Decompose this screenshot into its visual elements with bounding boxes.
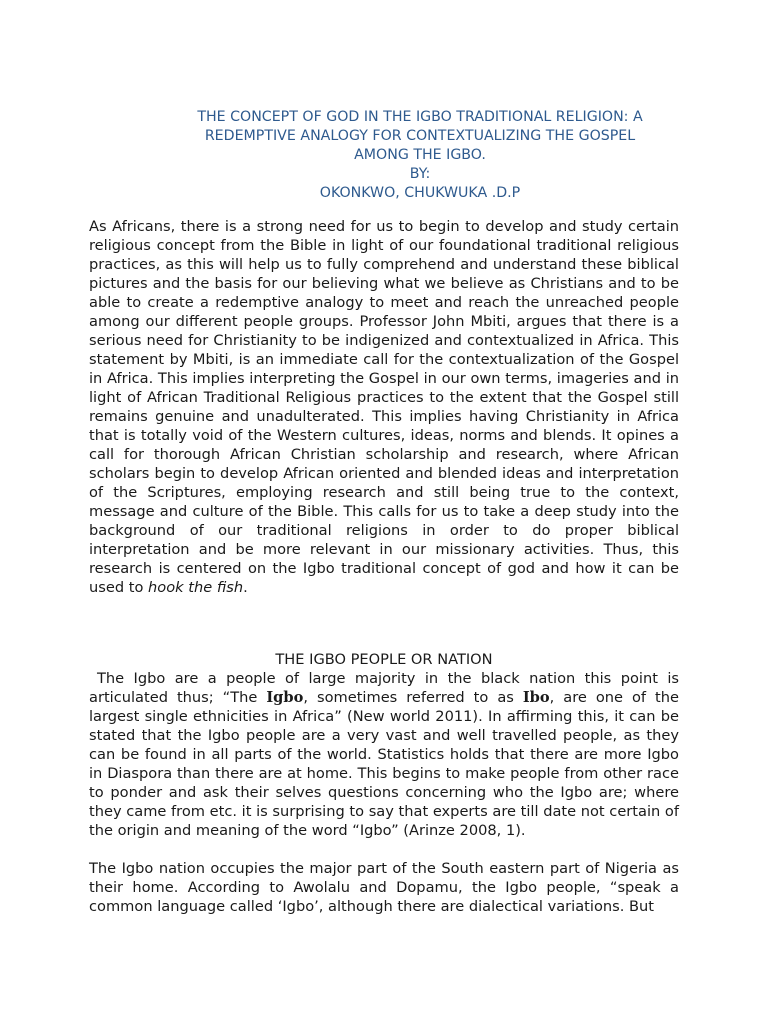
title-line-1: THE CONCEPT OF GOD IN THE IGBO TRADITIONAL RELIGION: A <box>197 109 643 125</box>
intro-end: . <box>243 579 248 596</box>
intro-paragraph <box>89 217 679 597</box>
title-line-3: AMONG THE IGBO. <box>354 147 486 163</box>
title-line-2: REDEMPTIVE ANALOGY FOR CONTEXTUALIZING THE GOSPEL <box>204 128 636 144</box>
para2-part-c: , are one of the largest single ethnicities in Africa” (New world 2011). In affirming this, it can be stated that the Igbo people are a very vast and well travelled people, as they can be found in all parts of the world. Statistics holds that there are more Igbo in Diaspora than there are at home. This begins to make people from other race to ponder and ask their selves questions concerning who the Igbo are; where they came from etc. it is surprising to say that experts are till date not certain of the origin and meaning of the word “Igbo” (Arinze 2008, 1). <box>89 689 679 839</box>
title-by: BY: <box>409 166 431 182</box>
para2-part-a: The Igbo are a people of large majority in the black nation this point is articulated thus; “The <box>89 670 679 706</box>
para2-part-b: , sometimes referred to as <box>303 689 523 706</box>
igbo-people-paragraph <box>89 669 679 840</box>
author-name: OKONKWO, CHUKWUKA .D.P <box>319 185 521 201</box>
igbo-nation-paragraph: The Igbo nation occupies the major part of the South eastern part of Nigeria as their home. According to Awolalu and Dopamu, the Igbo people, “speak a common language called ‘Igbo’, although there are dialectical variations. But <box>89 860 679 915</box>
bold-igbo: Igbo <box>266 689 304 706</box>
intro-italic-phrase: hook the fish <box>148 579 244 596</box>
document-title-block <box>150 108 690 203</box>
intro-text: As Africans, there is a strong need for us to begin to develop and study certain religious concept from the Bible in light of our foundational traditional religious practices, as this will help us to fully comprehend and understand these biblical pictures and the basis for our believing what we believe as Christians and to be able to create a redemptive analogy to meet and reach the unreached people among our different people groups. Professor John Mbiti, argues that there is a serious need for Christianity to be indigenized and contextualized in Africa. This statement by Mbiti, is an immediate call for the contextualization of the Gospel in Africa. This implies interpreting the Gospel in our own terms, imageries and in light of African Traditional Religious practices to the extent that the Gospel still remains genuine and unadulterated. This implies having Christianity in Africa that is totally void of the Western cultures, ideas, norms and blends. It opines a call for thorough African Christian scholarship and research, where African scholars begin to develop African oriented and blended ideas and interpretation of the Scriptures, employing research and still being true to the context, message and culture of the Bible. This calls for us to take a deep study into the background of our traditional religions in order to do proper biblical interpretation and be more relevant in our missionary activities. Thus, this research is centered on the Igbo traditional concept of god and how it can be used to <box>89 218 679 596</box>
section-heading: THE IGBO PEOPLE OR NATION <box>275 651 493 668</box>
bold-ibo: Ibo <box>522 689 550 706</box>
